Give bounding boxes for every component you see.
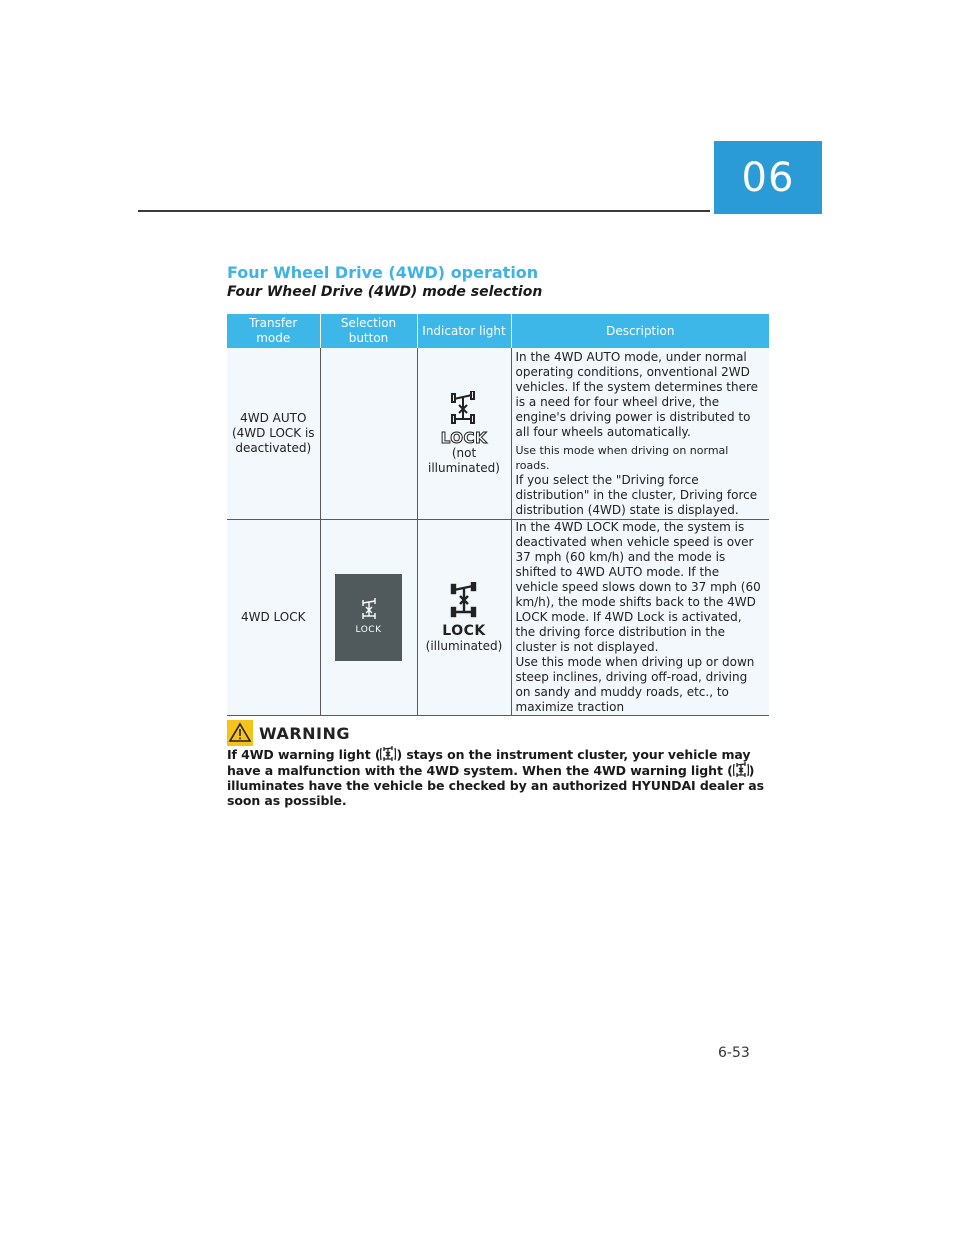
- indicator-state: (illuminated): [425, 638, 503, 653]
- indicator-state: (not illuminated): [428, 446, 500, 475]
- table-header-row: [227, 314, 769, 348]
- description-text: Use this mode when driving on normal roads.: [515, 443, 729, 472]
- description-cell: [511, 348, 769, 520]
- header-transfer-mode: Transfer mode: [227, 314, 320, 348]
- description-text: Use this mode when driving up or down steep inclines, driving off-road, driving on sandy and muddy roads, etc., to maximize traction: [515, 655, 755, 714]
- mode-table: [227, 314, 769, 716]
- table-row: [227, 348, 769, 520]
- mode-note: (4WD LOCK is deactivated): [231, 426, 315, 455]
- 4wd-lock-outline-icon: [444, 391, 484, 429]
- header-description: Description: [511, 314, 769, 348]
- section-title: Four Wheel Drive (4WD) operation: [227, 263, 539, 282]
- warning-heading: [227, 720, 350, 746]
- header-selection-button: Selection button: [320, 314, 417, 348]
- page-number: 6-53: [718, 1045, 750, 1061]
- warning-title: WARNING: [259, 723, 350, 743]
- indicator-lock-text: LOCK: [440, 429, 488, 447]
- selection-button-cell: [320, 520, 417, 716]
- 4wd-lock-button-image: [335, 574, 402, 661]
- button-lock-label: LOCK: [355, 624, 382, 635]
- table-row: [227, 520, 769, 716]
- indicator-light-cell: [417, 348, 511, 520]
- transfer-mode-cell: [227, 520, 320, 716]
- description-text: If you select the "Driving force distribution" in the cluster, Driving force distribution (4WD) state is displayed.: [515, 472, 758, 517]
- indicator-light-cell: [417, 520, 511, 716]
- 4wd-lock-button-icon: [357, 598, 381, 622]
- warning-triangle-icon: [227, 720, 253, 746]
- description-text: In the 4WD AUTO mode, under normal operating conditions, onventional 2WD vehicles. If the system determines there is a need for four wheel drive, the engine's driving power is distributed to all four wheels automatically.: [515, 349, 759, 439]
- mode-name: 4WD LOCK: [240, 610, 306, 624]
- header-rule: [138, 210, 710, 212]
- mode-name: 4WD AUTO: [240, 411, 307, 425]
- header-indicator-light: Indicator light: [417, 314, 511, 348]
- 4wd-warning-icon: [380, 746, 396, 762]
- warning-text-part: If 4WD warning light (: [227, 747, 381, 762]
- description-text: In the 4WD LOCK mode, the system is deactivated when vehicle speed is over 37 mph (60 km/h) and the mode is shifted to 4WD AUTO mode. If the vehicle speed slows down to 37 mph (60 km/h), the mode shifts back to the 4WD LOCK mode. If 4WD Lock is activated, the driving force distribution in the cluster is not displayed.: [515, 520, 761, 654]
- selection-button-cell: [320, 348, 417, 520]
- warning-text-part: ) stays on the instrument cluster, your vehicle may have a malfunction with the 4WD system. When the 4WD warning light (: [227, 747, 751, 778]
- warning-text-part: ) illuminates have the vehicle be checked by an authorized HYUNDAI dealer as soon as possible.: [227, 763, 764, 808]
- section-subtitle: Four Wheel Drive (4WD) mode selection: [227, 284, 543, 300]
- indicator-lock-text: LOCK: [442, 622, 486, 639]
- description-cell: [511, 520, 769, 716]
- chapter-tab: [714, 141, 822, 214]
- 4wd-lock-filled-icon: [446, 582, 482, 622]
- transfer-mode-cell: [227, 348, 320, 520]
- 4wd-warning-icon: [733, 762, 749, 778]
- warning-text: [227, 746, 772, 808]
- chapter-number: 06: [741, 154, 795, 201]
